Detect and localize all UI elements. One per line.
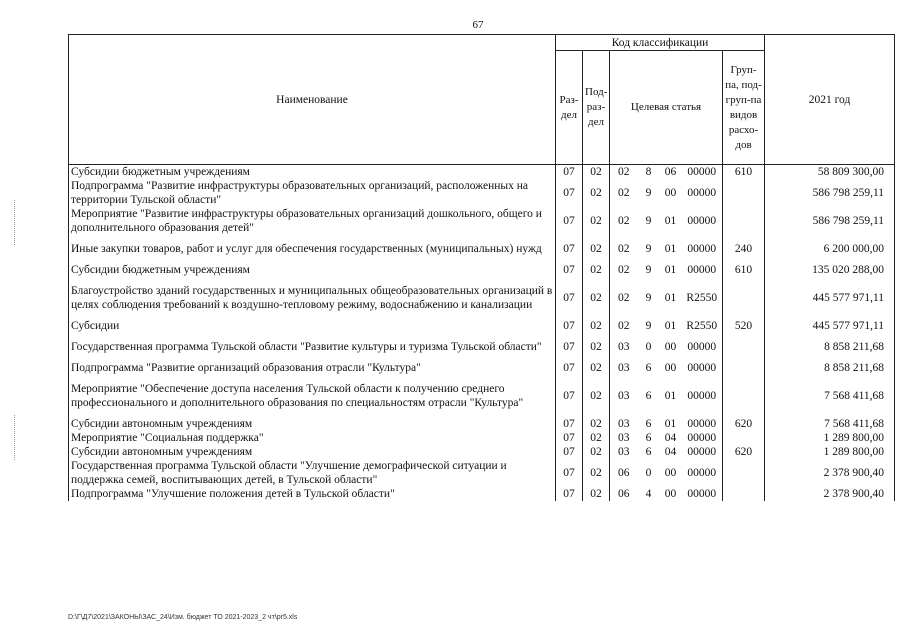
row-amount: 135 020 288,00 [765,263,895,277]
row-name: Иные закупки товаров, работ и услуг для обеспечения государственных (муниципальных) нужд [69,235,556,263]
header-section: Раз-дел [556,51,583,165]
row-target-measure: 01 [664,390,677,402]
row-name: Субсидии бюджетным учреждениям [69,165,556,180]
row-target-subprogram: 9 [645,215,652,227]
row-section: 07 [556,431,583,445]
row-name: Субсидии автономным учреждениям [69,445,556,459]
row-target-measure: 04 [664,432,677,444]
row-target-subprogram: 8 [645,166,652,178]
row-target-code: 00000 [687,187,717,199]
row-expense-group [723,431,765,445]
row-target-code: 00000 [687,166,717,178]
row-subsection: 02 [583,263,610,277]
table-row [69,417,895,431]
row-target-code: R2550 [686,320,718,332]
row-target-measure: 00 [664,467,677,479]
row-target-program: 03 [618,341,630,353]
row-name: Подпрограмма "Развитие инфраструктуры образовательных организаций, расположенных на территории Тульской области" [69,179,556,207]
row-name: Мероприятие "Развитие инфраструктуры образовательных организаций дошкольного, общего и дополнительного образования детей" [69,207,556,235]
row-expense-group [723,361,765,375]
row-target-subprogram: 4 [645,488,652,500]
table-row [69,319,895,333]
row-target-code: 00000 [687,446,717,458]
row-name: Субсидии бюджетным учреждениям [69,263,556,277]
row-expense-group [723,333,765,361]
row-amount: 2 378 900,40 [765,487,895,501]
row-target-code: 00000 [687,264,717,276]
row-target-program: 02 [618,215,630,227]
table-row [69,277,895,319]
row-section: 07 [556,333,583,361]
row-amount: 8 858 211,68 [765,333,895,361]
row-name: Подпрограмма "Развитие организаций образования отрасли "Культура" [69,361,556,375]
row-target-program: 03 [618,390,630,402]
row-name: Государственная программа Тульской области "Улучшение демографической ситуации и поддержка семей, воспитывающих детей, в Тульской области" [69,459,556,487]
row-target-program: 02 [618,264,630,276]
row-section: 07 [556,235,583,263]
row-target-program: 06 [618,467,630,479]
row-expense-group: 240 [723,235,765,263]
table-row [69,165,895,180]
row-subsection: 02 [583,459,610,487]
row-name: Субсидии автономным учреждениям [69,417,556,431]
row-section: 07 [556,207,583,235]
table-row [69,361,895,375]
row-target-program: 02 [618,187,630,199]
row-section: 07 [556,165,583,180]
row-subsection: 02 [583,277,610,319]
row-target-program: 03 [618,432,630,444]
row-target-program: 03 [618,446,630,458]
table-row [69,333,895,361]
row-target-code: 00000 [687,488,717,500]
table-row [69,459,895,487]
row-section: 07 [556,277,583,319]
row-target-program: 03 [618,362,630,374]
row-target-subprogram: 0 [645,467,652,479]
row-target-subprogram: 9 [645,292,652,304]
table-row [69,375,895,417]
margin-mark [14,415,16,460]
row-subsection: 02 [583,445,610,459]
header-subsection: Под-раз-дел [583,51,610,165]
row-name: Подпрограмма "Улучшение положения детей в Тульской области" [69,487,556,501]
row-target-subprogram: 9 [645,320,652,332]
header-name: Наименование [69,35,556,165]
row-expense-group: 620 [723,445,765,459]
header-group: Груп-па, под-груп-па видов расхо-дов [723,51,765,165]
row-target-program: 06 [618,488,630,500]
row-expense-group: 620 [723,417,765,431]
row-target-code: 00000 [687,432,717,444]
row-subsection: 02 [583,235,610,263]
row-target-code: 00000 [687,390,717,402]
row-section: 07 [556,319,583,333]
row-subsection: 02 [583,319,610,333]
table-row [69,207,895,235]
row-expense-group [723,277,765,319]
row-target-subprogram: 6 [645,418,652,430]
row-target-subprogram: 9 [645,264,652,276]
page-number: 67 [472,19,484,31]
row-section: 07 [556,179,583,207]
row-target-measure: 01 [664,264,677,276]
row-target-code: 00000 [687,243,717,255]
row-amount: 1 289 800,00 [765,431,895,445]
row-subsection: 02 [583,361,610,375]
row-section: 07 [556,263,583,277]
row-target-code: R2550 [686,292,718,304]
row-target-measure: 06 [664,166,677,178]
row-target-program: 02 [618,320,630,332]
row-section: 07 [556,417,583,431]
row-name: Государственная программа Тульской области "Развитие культуры и туризма Тульской области" [69,333,556,361]
row-target-program: 03 [618,418,630,430]
row-subsection: 02 [583,417,610,431]
row-amount: 6 200 000,00 [765,235,895,263]
row-target-measure: 00 [664,362,677,374]
row-target-code: 00000 [687,362,717,374]
row-amount: 445 577 971,11 [765,277,895,319]
row-target-measure: 00 [664,187,677,199]
table-row [69,235,895,263]
row-expense-group [723,487,765,501]
table-row [69,431,895,445]
row-expense-group [723,459,765,487]
row-subsection: 02 [583,179,610,207]
row-expense-group: 520 [723,319,765,333]
budget-table [68,34,895,501]
margin-mark [14,200,16,245]
row-target-subprogram: 9 [645,243,652,255]
row-amount: 586 798 259,11 [765,207,895,235]
row-expense-group [723,375,765,417]
row-target-program: 02 [618,243,630,255]
header-year: 2021 год [765,35,895,165]
table-row [69,179,895,207]
row-target-measure: 01 [664,292,677,304]
row-target-program: 02 [618,166,630,178]
row-target-subprogram: 0 [645,341,652,353]
row-subsection: 02 [583,375,610,417]
row-section: 07 [556,361,583,375]
row-target-code: 00000 [687,341,717,353]
footer-file-path: D:\Г\Д7\2021\ЗАКОНЫ\ЗАС_24\Изм. бюджет ТО 2021-2023_2 чт\pr5.xls [68,614,298,621]
row-section: 07 [556,375,583,417]
row-target-subprogram: 6 [645,390,652,402]
table-row [69,445,895,459]
row-subsection: 02 [583,333,610,361]
row-amount: 586 798 259,11 [765,179,895,207]
row-amount: 8 858 211,68 [765,361,895,375]
row-target-measure: 00 [664,341,677,353]
row-name: Мероприятие "Обеспечение доступа населения Тульской области к получению среднего профессионального и дополнительного образования по специальностям отрасли "Культура" [69,375,556,417]
row-target-code: 00000 [687,467,717,479]
row-target-measure: 01 [664,418,677,430]
row-amount: 445 577 971,11 [765,319,895,333]
row-target-measure: 01 [664,215,677,227]
row-name: Благоустройство зданий государственных и муниципальных общеобразовательных организаций в целях соблюдения требований к воздушно-тепловому режиму, водоснабжению и канализации [69,277,556,319]
row-subsection: 02 [583,431,610,445]
row-amount: 58 809 300,00 [765,165,895,180]
row-target-subprogram: 6 [645,446,652,458]
row-target-code: 00000 [687,215,717,227]
row-expense-group: 610 [723,165,765,180]
row-amount: 7 568 411,68 [765,375,895,417]
row-target-measure: 00 [664,488,677,500]
row-expense-group: 610 [723,263,765,277]
row-target-measure: 01 [664,320,677,332]
row-name: Субсидии [69,319,556,333]
row-subsection: 02 [583,165,610,180]
row-target-measure: 04 [664,446,677,458]
row-section: 07 [556,487,583,501]
row-expense-group [723,179,765,207]
row-target-code: 00000 [687,418,717,430]
row-amount: 1 289 800,00 [765,445,895,459]
row-target-program: 02 [618,292,630,304]
row-target-subprogram: 6 [645,362,652,374]
header-classification: Код классификации [556,35,765,51]
row-expense-group [723,207,765,235]
row-section: 07 [556,459,583,487]
row-target-subprogram: 6 [645,432,652,444]
row-subsection: 02 [583,487,610,501]
row-target-measure: 01 [664,243,677,255]
row-name: Мероприятие "Социальная поддержка" [69,431,556,445]
row-target-subprogram: 9 [645,187,652,199]
header-target: Целевая статья [610,51,723,165]
row-subsection: 02 [583,207,610,235]
row-section: 07 [556,445,583,459]
table-row [69,487,895,501]
row-amount: 2 378 900,40 [765,459,895,487]
table-row [69,263,895,277]
row-amount: 7 568 411,68 [765,417,895,431]
